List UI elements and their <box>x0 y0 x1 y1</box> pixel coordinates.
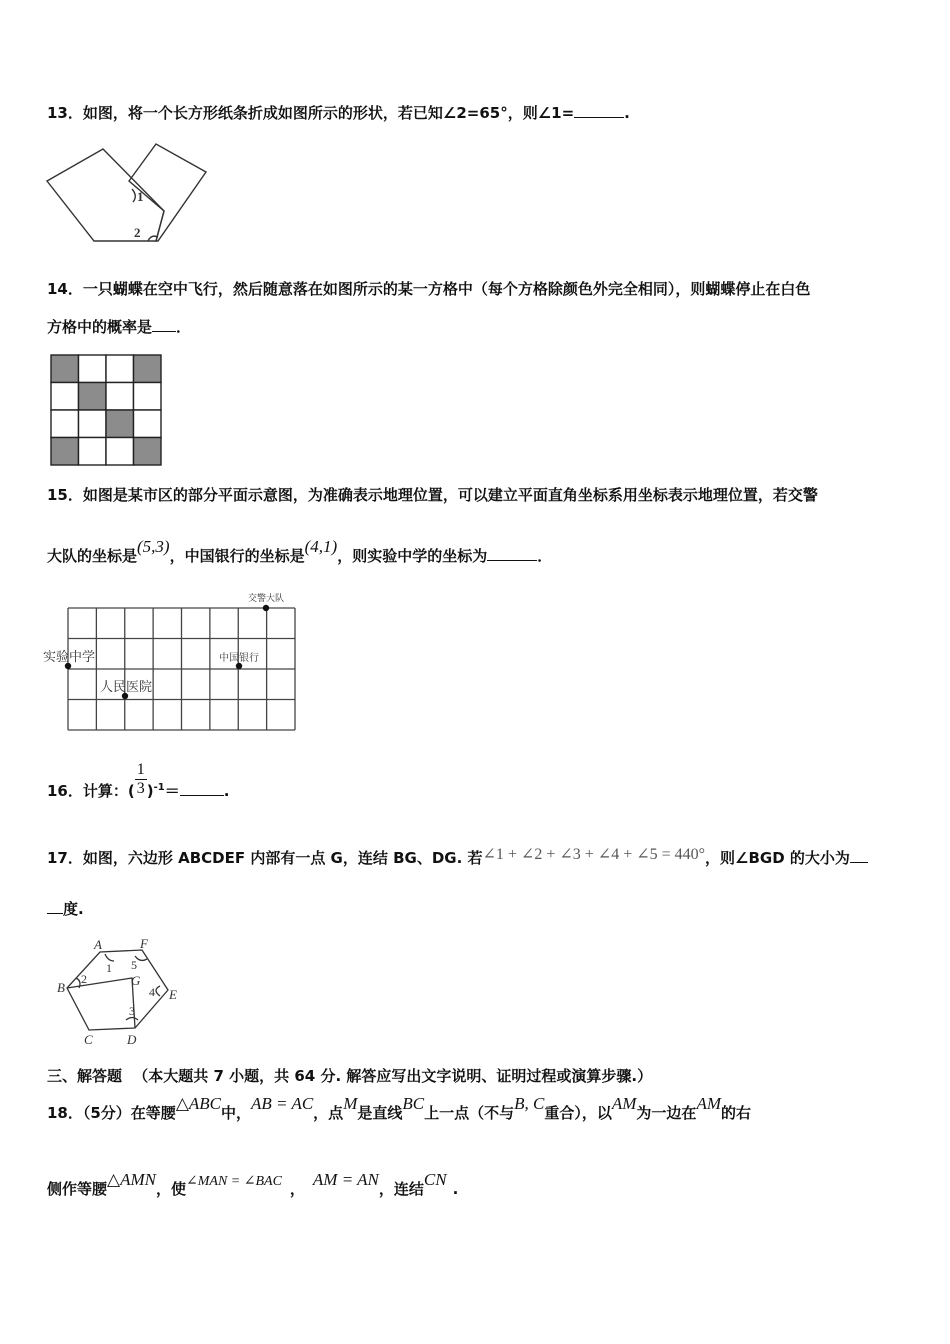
q15-school-label: 实验中学 <box>43 650 96 665</box>
q18-q3: ， <box>289 1180 305 1198</box>
q18-q4: ，连结 <box>378 1180 424 1198</box>
q17-stem-a: 17．如图，六边形 ABCDEF 内部有一点 G，连结 BG、DG. 若 <box>47 849 483 867</box>
q14-answer-blank[interactable] <box>152 317 176 332</box>
q18-q1: 侧作等腰 <box>47 1180 108 1198</box>
q18-line2 <box>47 1170 459 1201</box>
q18-q5: . <box>452 1180 459 1198</box>
q17-label-G: G <box>131 973 141 988</box>
q18-line1 <box>47 1094 751 1123</box>
section3-header <box>47 1066 652 1086</box>
q15-map-gridlines <box>68 608 295 730</box>
q17-label-F: F <box>140 938 148 951</box>
q17-line1 <box>47 848 868 869</box>
q14-grid-cell <box>79 355 107 383</box>
q18-m4: BC <box>402 1094 425 1113</box>
q14-tail: ． <box>176 318 192 336</box>
q14-line1: 14．一只蝴蝶在空中飞行，然后随意落在如图所示的某一方格中（每个方格除颜色外完全相同），则蝴蝶停止在白色 <box>47 280 811 298</box>
q17-label-D: D <box>127 1032 137 1047</box>
q15-answer-blank[interactable] <box>487 546 537 561</box>
q14-grid-cell <box>106 383 134 411</box>
q13-angle1-label: 1 <box>137 189 144 204</box>
q13-tail: . <box>624 104 630 122</box>
q16-equals: ＝ <box>164 782 180 800</box>
q15-stem-b: ，中国银行的坐标是 <box>169 547 305 565</box>
q18-p8: 的右 <box>720 1104 751 1122</box>
q17-answer-blank-2[interactable] <box>47 899 63 914</box>
q13-stem: 13．如图，将一个长方形纸条折成如图所示的形状，若已知∠2=65°，则∠1= <box>47 104 575 122</box>
q14-butterfly-grid <box>50 354 162 466</box>
q17-label-C: C <box>84 1032 93 1047</box>
q17-label-E: E <box>169 987 177 1002</box>
q14-grid-cell <box>51 383 79 411</box>
q17-label-2: 2 <box>81 972 87 986</box>
q14-grid-cell <box>134 410 162 438</box>
q15-police-label: 交警大队 <box>248 594 285 604</box>
q17-condition: ∠1 + ∠2 + ∠3 + ∠4 + ∠5 = 440° <box>482 846 706 863</box>
q16-frac-numerator: 1 <box>136 761 145 778</box>
q14-stem: 方格中的概率是 <box>47 318 153 336</box>
q16-frac-denominator: 3 <box>136 780 145 797</box>
q16-tail: . <box>223 782 230 800</box>
q14-grid-cell <box>134 355 162 383</box>
q14-grid-cell <box>106 355 134 383</box>
q13-angle1-arc <box>132 189 135 202</box>
q15-stem-a: 大队的坐标是 <box>47 547 138 565</box>
q17-label-A: A <box>94 938 102 952</box>
q14-grid-cell <box>134 438 162 466</box>
q18-m5: B, C <box>514 1094 545 1113</box>
q17-hexagon-figure <box>52 938 187 1048</box>
q15-bank-label: 中国银行 <box>219 653 259 664</box>
q16-close-paren: ) <box>146 782 154 800</box>
q14-grid-cell <box>134 383 162 411</box>
q18-p6: 重合），以 <box>544 1104 612 1122</box>
q18-q2: ，使 <box>155 1180 186 1198</box>
q18-n2: ∠MAN = ∠BAC <box>186 1174 282 1189</box>
q18-p3: ，点 <box>313 1104 344 1122</box>
q15-hospital-label: 人民医院 <box>100 680 153 695</box>
q13-angle2-label: 2 <box>134 225 141 240</box>
q16-prefix: 16．计算： <box>47 782 128 800</box>
q18-p7: 为一边在 <box>636 1104 697 1122</box>
q13-text <box>47 103 630 123</box>
q15-tail: ． <box>537 547 553 565</box>
q15-coord-bank: (4,1) <box>304 537 338 556</box>
q17-label-3: 3 <box>129 1004 135 1018</box>
q16-line <box>47 761 230 810</box>
q14-grid-cell <box>106 410 134 438</box>
q15-city-map <box>42 588 300 734</box>
q14-grid-cell <box>79 438 107 466</box>
q18-p2: 中， <box>221 1104 252 1122</box>
q14-grid-cell <box>79 383 107 411</box>
section3-note: （本大题共 7 小题，共 64 分. 解答应写出文字说明、证明过程或演算步骤.） <box>133 1067 653 1085</box>
q18-n4: CN <box>423 1170 447 1189</box>
q17-label-4: 4 <box>149 985 155 999</box>
q17-label-5: 5 <box>131 958 137 972</box>
q15-police-point <box>263 605 269 611</box>
q15-stem-c: ，则实验中学的坐标为 <box>337 547 488 565</box>
q14-grid-cell <box>51 410 79 438</box>
q18-n3: AM = AN <box>312 1170 379 1189</box>
q16-answer-blank[interactable] <box>180 781 224 796</box>
q14-line2 <box>47 317 191 337</box>
section3-title: 三、解答题 <box>47 1067 123 1085</box>
q13-folded-strip-figure <box>44 141 210 245</box>
q18-m3: M <box>343 1094 358 1113</box>
q14-grid-cell <box>51 355 79 383</box>
q18-p1: 18．（5分）在等腰 <box>47 1104 176 1122</box>
q17-stem-b: ，则∠BGD 的大小为 <box>705 849 850 867</box>
q16-open-paren: ( <box>127 782 135 800</box>
q14-grid-cell <box>106 438 134 466</box>
q17-angle4-arc <box>156 986 160 996</box>
q17-angle1-arc <box>105 954 114 961</box>
q17-label-B: B <box>57 980 65 995</box>
q17-tail: 度. <box>63 900 84 918</box>
q15-line2 <box>47 537 553 566</box>
q17-answer-blank-1[interactable] <box>850 848 868 863</box>
q18-m1: △ABC <box>175 1094 221 1113</box>
q17-line2 <box>47 899 84 919</box>
q13-answer-blank[interactable] <box>574 103 624 118</box>
q13-left-strip <box>47 149 164 241</box>
q14-grid-cell <box>51 438 79 466</box>
q16-exponent: -1 <box>153 782 165 793</box>
q18-p5: 上一点（不与 <box>424 1104 515 1122</box>
q17-label-1: 1 <box>106 961 112 975</box>
q18-p4: 是直线 <box>357 1104 403 1122</box>
q18-m2: AB = AC <box>251 1094 314 1113</box>
q18-m7: AM <box>696 1094 721 1113</box>
q18-m6: AM <box>611 1094 637 1113</box>
q17-segments-bg-dg <box>67 978 135 1028</box>
q18-n1: △AMN <box>107 1170 156 1189</box>
q16-fraction <box>135 761 147 798</box>
q15-line1: 15．如图是某市区的部分平面示意图，为准确表示地理位置，可以建立平面直角坐标系用坐标表示地理位置，若交警 <box>47 486 818 504</box>
q14-grid-cell <box>79 410 107 438</box>
q15-coord-police: (5,3) <box>137 537 170 556</box>
